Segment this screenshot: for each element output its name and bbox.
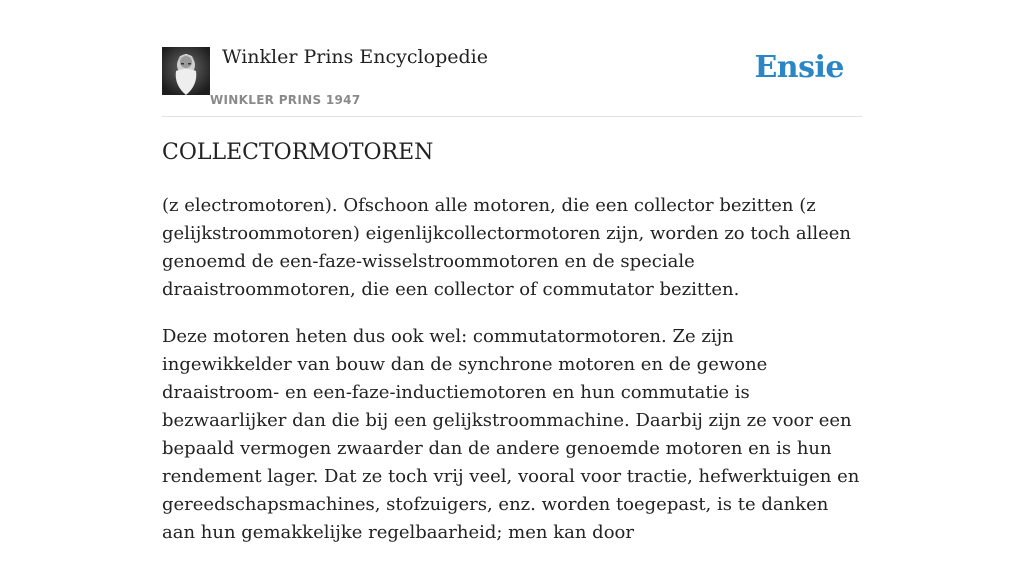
source-subtitle: WINKLER PRINS 1947 — [210, 93, 361, 107]
bearded-man-portrait-icon — [162, 47, 210, 95]
article-paragraph: Deze motoren heten dus ook wel: commutatormotoren. Ze zijn ingewikkelder van bouw dan de synchrone motoren en de gewone draaistroom- en een-faze-inductiemotoren en hun commutatie is bezwaarlijker dan die bij een gelijkstroommachine. Daarbij zijn ze voor een bepaald vermogen zwaarder dan de andere genoemde motoren en is hun rendement lager. Dat ze toch vrij veel, vooral voor tractie, hefwerktuigen en gereedschapsmachines, stofzuigers, enz. worden toegepast, is te danken aan hun gemakkelijke regelbaarheid; men kan door — [162, 326, 860, 543]
article-paragraph: (z electromotoren). Ofschoon alle motoren, die een collector bezitten (z gelijkstroommotoren) eigenlijkcollectormotoren zijn, worden zo toch alleen genoemd de een-faze-wisselstroommotoren en de speciale draaistroommotoren, die een collector of commutator bezitten. — [162, 195, 851, 300]
article-body — [162, 192, 862, 566]
brand-logo[interactable]: Ensie — [754, 50, 844, 85]
source-name[interactable]: Winkler Prins Encyclopedie — [222, 46, 488, 68]
page-header — [162, 0, 862, 117]
avatar[interactable] — [162, 47, 210, 95]
page-title: COLLECTORMOTOREN — [162, 140, 434, 165]
content-column — [162, 0, 862, 543]
